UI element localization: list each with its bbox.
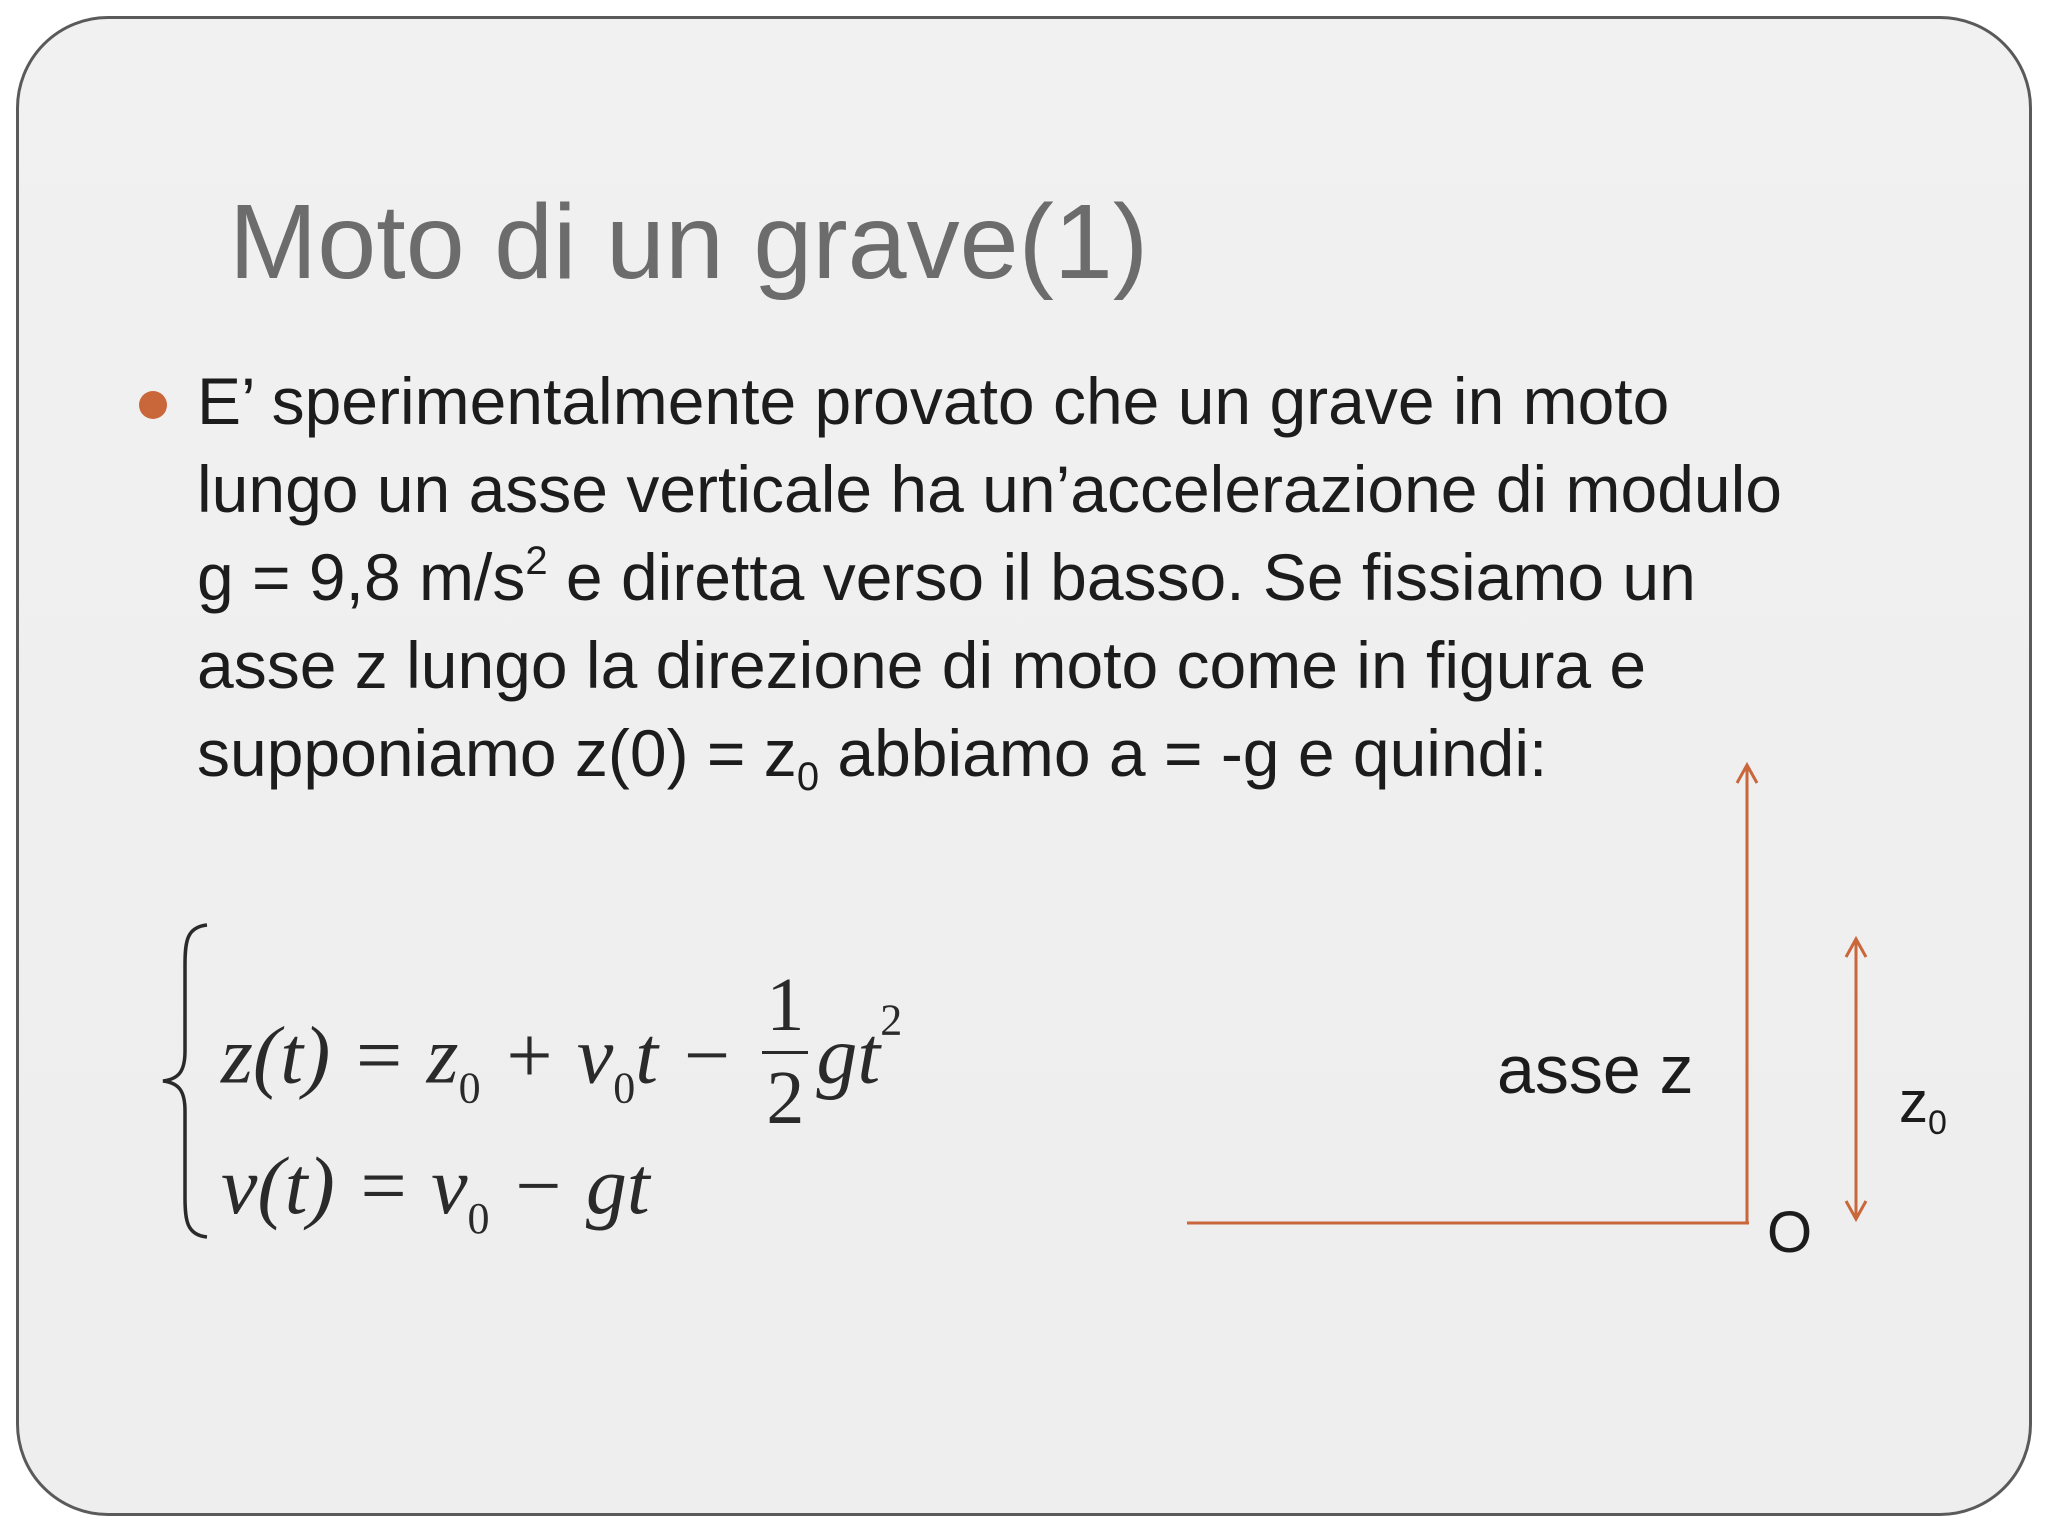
slide-title: Moto di un grave(1)	[229, 183, 1149, 301]
slide	[16, 16, 2032, 1516]
gravity-value: g = 9,8 m/s	[197, 540, 526, 614]
z0-label-subscript: 0	[1928, 1104, 1947, 1142]
eq1-tail: gt	[816, 1009, 881, 1101]
curly-brace-icon	[159, 921, 219, 1241]
eq2-tail: − gt	[489, 1140, 650, 1231]
fraction-numerator: 1	[762, 967, 808, 1054]
axis-z-label: asse z	[1497, 1032, 1694, 1108]
bullet-line-2: lungo un asse verticale ha un’accelerazione di modulo	[197, 452, 1782, 526]
eq1-exponent: 2	[880, 995, 903, 1045]
fraction-denominator: 2	[766, 1056, 805, 1140]
z0-subscript: 0	[796, 755, 820, 799]
bullet-line-3	[197, 533, 1782, 621]
eq2-lhs: v(t) = v	[221, 1140, 468, 1231]
z0-arrow-down-icon	[1846, 1201, 1866, 1219]
eq2-sub-v0: 0	[467, 1194, 490, 1243]
bullet-line-1: E’ sperimentalmente provato che un grave in moto	[197, 364, 1670, 438]
z0-arrow-up-icon	[1846, 939, 1866, 957]
bullet-paragraph	[197, 357, 1782, 797]
origin-label: O	[1767, 1200, 1813, 1265]
bullet-line-5	[197, 709, 1782, 797]
eq1-sub-v0: 0	[613, 1063, 636, 1113]
eq1-mid: + v	[480, 1009, 614, 1101]
bullet-dot-icon	[139, 391, 167, 419]
eq1-lhs: z(t) = z	[221, 1009, 459, 1101]
eq1-sub-z0: 0	[458, 1063, 481, 1113]
bullet-line-5-rest: abbiamo a = -g e quindi:	[819, 716, 1548, 790]
bullet-line-4: asse z lungo la direzione di moto come in figura e	[197, 628, 1647, 702]
z0-label	[1899, 1069, 1947, 1142]
gravity-exponent: 2	[525, 539, 548, 583]
one-half-fraction	[762, 963, 808, 1140]
velocity-equation	[221, 1139, 650, 1243]
eq1-mid2: t −	[635, 1009, 755, 1101]
bullet-line-3-rest: e diretta verso il basso. Se fissiamo un	[547, 540, 1696, 614]
equation-system	[159, 909, 1059, 1269]
z0-letter: z	[1899, 1070, 1928, 1135]
bullet-line-5-start: supponiamo z(0) = z	[197, 716, 797, 790]
position-equation	[221, 963, 903, 1148]
